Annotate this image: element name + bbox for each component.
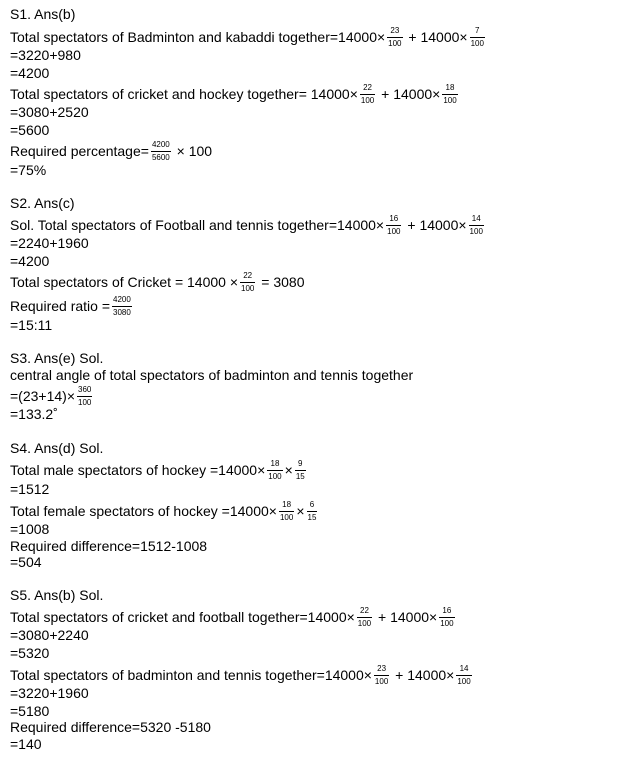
- fraction: [307, 500, 318, 523]
- fraction: [387, 26, 402, 49]
- text: Total spectators of cricket and hockey together= 14000×: [10, 86, 358, 103]
- denominator: 100: [387, 227, 401, 236]
- s2-line-6: =15:11: [10, 317, 53, 333]
- fraction: [151, 140, 171, 163]
- s4-line-1: [10, 460, 308, 483]
- s3-line-3: =133.2˚: [10, 406, 58, 422]
- s1-line-6: =5600: [10, 122, 50, 138]
- fraction: [112, 295, 132, 318]
- text: + 14000×: [391, 667, 455, 684]
- s1-line-7: [10, 141, 212, 164]
- numerator: 9: [295, 459, 306, 471]
- numerator: 360: [77, 385, 92, 397]
- text: Total spectators of badminton and tennis together=14000×: [10, 667, 372, 684]
- denominator: 100: [440, 619, 454, 628]
- denominator: 15: [307, 513, 317, 522]
- s1-line-1: [10, 27, 487, 50]
- s4-line-2: =1512: [10, 481, 50, 497]
- fraction: [77, 385, 92, 408]
- s4-line-6: =504: [10, 554, 42, 570]
- denominator: 100: [374, 677, 389, 686]
- denominator: 15: [295, 472, 305, 481]
- denominator: 100: [268, 472, 282, 481]
- text: + 14000×: [404, 29, 468, 46]
- denominator: 100: [388, 39, 402, 48]
- numerator: 22: [240, 271, 255, 283]
- denominator: 100: [78, 398, 92, 407]
- denominator: 100: [443, 96, 457, 105]
- denominator: 5600: [151, 153, 170, 162]
- fraction: [295, 459, 306, 482]
- fraction: [279, 500, 294, 523]
- text: = 3080: [257, 274, 305, 291]
- numerator: 4200: [112, 295, 132, 307]
- denominator: 100: [279, 513, 294, 522]
- s1-line-5: =3080+2520: [10, 104, 89, 120]
- denominator: 100: [360, 96, 375, 105]
- text: Total female spectators of hockey =14000×: [10, 503, 277, 520]
- denominator: 3080: [113, 308, 131, 317]
- text: Total spectators of cricket and football together=14000×: [10, 609, 355, 626]
- s4-line-5: Required difference=1512-1008: [10, 538, 208, 554]
- fraction: [456, 664, 471, 687]
- s4-line-3: [10, 501, 319, 524]
- numerator: 23: [374, 664, 389, 676]
- s1-line-2: =3220+980: [10, 47, 81, 63]
- s2-line-5: [10, 296, 134, 319]
- denominator: 100: [357, 619, 372, 628]
- fraction: [469, 214, 484, 237]
- numerator: 4200: [151, 140, 171, 152]
- s5-line-5: =3220+1960: [10, 685, 89, 701]
- fraction: [386, 214, 401, 237]
- numerator: 18: [442, 83, 457, 95]
- text: Required percentage=: [10, 143, 149, 160]
- s2-line-4: [10, 272, 304, 295]
- text: Total male spectators of hockey =14000×: [10, 462, 266, 479]
- text: Total spectators of Cricket = 14000 ×: [10, 274, 239, 291]
- fraction: [442, 83, 457, 106]
- s5-line-2: =3080+2240: [10, 627, 89, 643]
- denominator: 100: [470, 39, 484, 48]
- numerator: 6: [307, 500, 318, 512]
- text: ×: [296, 503, 305, 520]
- text: Total spectators of Badminton and kabaddi together=14000×: [10, 29, 386, 46]
- s4-heading: S4. Ans(d) Sol.: [10, 440, 104, 456]
- s1-line-3: =4200: [10, 65, 50, 81]
- fraction: [439, 606, 454, 629]
- numerator: 7: [470, 26, 485, 38]
- text: + 14000×: [377, 86, 441, 103]
- s5-line-6: =5180: [10, 703, 50, 719]
- s1-line-8: =75%: [10, 162, 47, 178]
- denominator: 100: [457, 677, 471, 686]
- numerator: 22: [360, 83, 375, 95]
- fraction: [470, 26, 485, 49]
- fraction: [374, 664, 389, 687]
- numerator: 18: [267, 459, 282, 471]
- s4-line-4: =1008: [10, 521, 50, 537]
- text: ×: [284, 462, 293, 479]
- s5-heading: S5. Ans(b) Sol.: [10, 587, 104, 603]
- numerator: 14: [456, 664, 471, 676]
- s5-line-3: =5320: [10, 645, 50, 661]
- numerator: 14: [469, 214, 484, 226]
- text: × 100: [172, 143, 213, 160]
- fraction: [267, 459, 282, 482]
- fraction: [360, 83, 375, 106]
- text: =(23+14)×: [10, 388, 75, 405]
- s3-heading: S3. Ans(e) Sol.: [10, 350, 104, 366]
- s2-line-2: =2240+1960: [10, 235, 89, 251]
- s5-line-7: Required difference=5320 -5180: [10, 719, 211, 735]
- numerator: 23: [387, 26, 402, 38]
- text: Sol. Total spectators of Football and tennis together=14000×: [10, 217, 385, 234]
- denominator: 100: [241, 284, 255, 293]
- s2-line-3: =4200: [10, 253, 50, 269]
- numerator: 16: [386, 214, 401, 226]
- numerator: 16: [439, 606, 454, 618]
- fraction: [240, 271, 255, 294]
- s3-line-1: central angle of total spectators of badminton and tennis together: [10, 367, 414, 383]
- text: Required ratio =: [10, 298, 111, 315]
- numerator: 18: [279, 500, 294, 512]
- denominator: 100: [469, 227, 483, 236]
- s2-heading: S2. Ans(c): [10, 195, 75, 211]
- text: + 14000×: [403, 217, 467, 234]
- text: + 14000×: [374, 609, 438, 626]
- s5-line-8: =140: [10, 736, 42, 752]
- fraction: [357, 606, 372, 629]
- numerator: 22: [357, 606, 372, 618]
- s1-heading: S1. Ans(b): [10, 6, 76, 22]
